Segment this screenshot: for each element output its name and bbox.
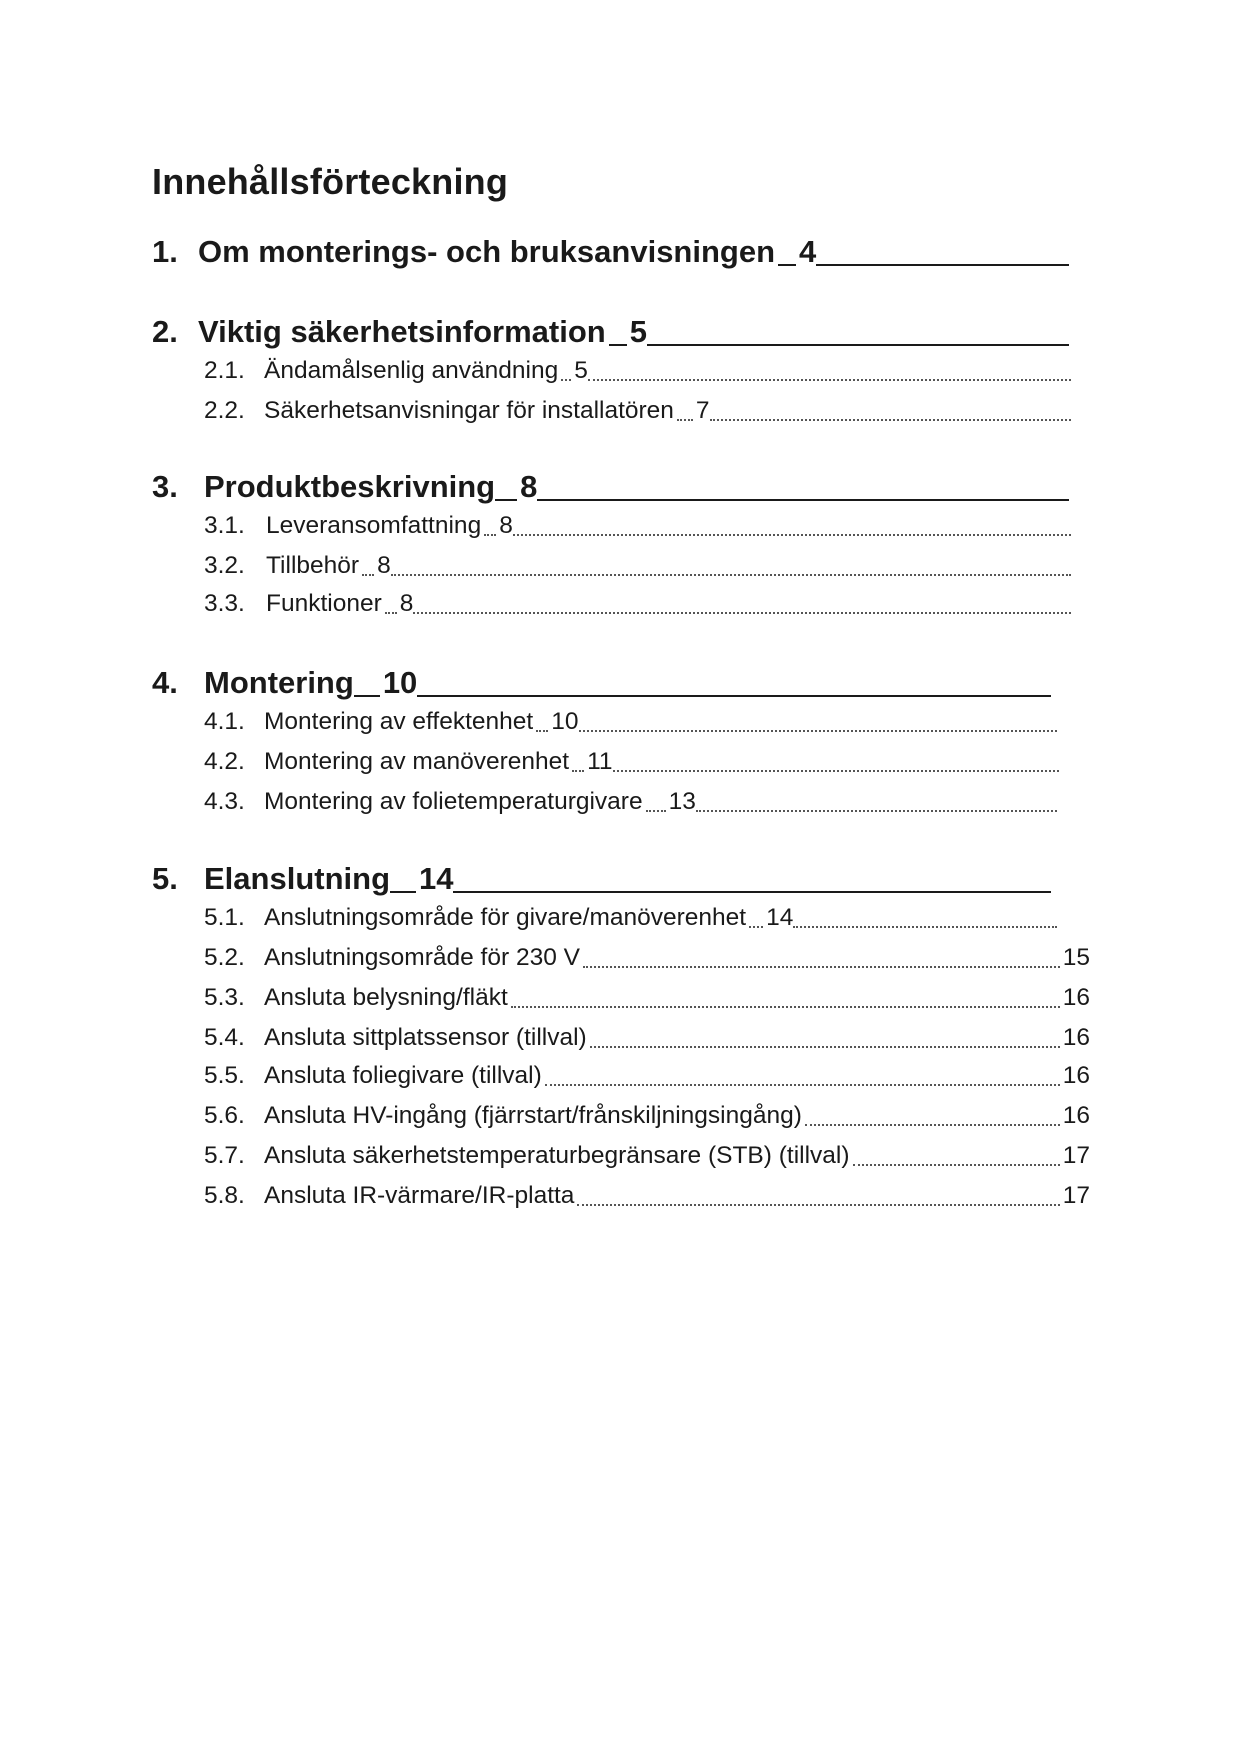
toc-leader-dots xyxy=(853,1164,1060,1166)
toc-page-number: 8 xyxy=(520,469,538,504)
toc-leader-dots xyxy=(579,730,1058,732)
toc-subsection-title: Ansluta IR-värmare/IR-platta xyxy=(264,1182,575,1209)
toc-subsection-3-1[interactable] xyxy=(204,508,1074,540)
toc-subsection-number: 5.8. xyxy=(204,1182,245,1209)
toc-leader-dots xyxy=(710,419,1071,421)
toc-subsection-number: 5.4. xyxy=(204,1024,245,1051)
toc-subsection-number: 5.1. xyxy=(204,904,245,931)
toc-page-number: 17 xyxy=(1062,1142,1090,1169)
toc-leader-dots xyxy=(677,419,693,421)
toc-subsection-number: 5.7. xyxy=(204,1142,245,1169)
toc-leader-line xyxy=(778,264,796,266)
toc-subsection-5-3[interactable] xyxy=(204,980,1090,1012)
toc-subsection-5-7[interactable] xyxy=(204,1138,1090,1170)
toc-section-number: 2. xyxy=(152,314,178,349)
toc-subsection-title: Montering av folietemperaturgivare xyxy=(264,788,643,815)
toc-page-number: 15 xyxy=(1062,944,1090,971)
toc-section-4[interactable] xyxy=(152,659,1054,701)
toc-subsection-title: Anslutningsområde för 230 V xyxy=(264,944,580,971)
toc-section-title: Produktbeskrivning xyxy=(204,469,496,504)
toc-subsection-number: 4.3. xyxy=(204,788,245,815)
toc-leader-line xyxy=(816,264,1069,266)
toc-subsection-5-8[interactable] xyxy=(204,1178,1090,1210)
toc-subsection-title: Funktioner xyxy=(266,590,382,617)
toc-subsection-number: 3.3. xyxy=(204,590,245,617)
toc-leader-dots xyxy=(572,770,584,772)
toc-page-number: 11 xyxy=(587,748,613,775)
toc-subsection-3-3[interactable] xyxy=(204,586,1074,618)
toc-section-number: 5. xyxy=(152,861,178,896)
toc-page-number: 13 xyxy=(668,788,696,815)
toc-section-1[interactable] xyxy=(152,228,1072,270)
toc-leader-dots xyxy=(696,810,1057,812)
toc-subsection-number: 2.1. xyxy=(204,357,245,384)
toc-subsection-title: Ansluta foliegivare (tillval) xyxy=(264,1062,542,1089)
toc-subsection-number: 5.3. xyxy=(204,984,245,1011)
toc-subsection-number: 4.1. xyxy=(204,708,245,735)
toc-subsection-5-6[interactable] xyxy=(204,1098,1090,1130)
toc-subsection-number: 5.6. xyxy=(204,1102,245,1129)
toc-leader-dots xyxy=(646,810,666,812)
toc-subsection-title: Ändamålsenlig användning xyxy=(264,357,559,384)
toc-leader-dots xyxy=(583,966,1060,968)
toc-leader-dots xyxy=(536,730,548,732)
toc-subsection-number: 5.2. xyxy=(204,944,245,971)
toc-section-title: Elanslutning xyxy=(204,861,390,896)
toc-subsection-2-2[interactable] xyxy=(204,393,1074,425)
toc-leader-dots xyxy=(561,379,571,381)
toc-leader-dots xyxy=(513,534,1071,536)
toc-leader-line xyxy=(647,344,1069,346)
toc-leader-line xyxy=(390,891,416,893)
toc-page-number: 4 xyxy=(799,234,817,269)
toc-subsection-number: 5.5. xyxy=(204,1062,245,1089)
toc-leader-line xyxy=(495,499,517,501)
toc-leader-dots xyxy=(588,379,1071,381)
toc-subsection-4-3[interactable] xyxy=(204,784,1060,816)
toc-subsection-number: 4.2. xyxy=(204,748,245,775)
toc-subsection-title: Montering av manöverenhet xyxy=(264,748,570,775)
toc-subsection-title: Ansluta HV-ingång (fjärrstart/frånskiljningsingång) xyxy=(264,1102,802,1129)
toc-page-number: 8 xyxy=(377,552,391,579)
toc-page-number: 14 xyxy=(766,904,794,931)
toc-leader-dots xyxy=(484,534,496,536)
toc-page-number: 17 xyxy=(1062,1182,1090,1209)
toc-subsection-title: Säkerhetsanvisningar för installatören xyxy=(264,397,674,424)
toc-leader-line xyxy=(453,891,1051,893)
toc-subsection-3-2[interactable] xyxy=(204,548,1074,580)
toc-subsection-title: Montering av effektenhet xyxy=(264,708,534,735)
toc-page-number: 8 xyxy=(499,512,513,539)
toc-leader-dots xyxy=(413,612,1071,614)
toc-section-title: Viktig säkerhetsinformation xyxy=(198,314,606,349)
toc-subsection-number: 3.1. xyxy=(204,512,245,539)
toc-subsection-title: Ansluta belysning/fläkt xyxy=(264,984,508,1011)
toc-subsection-title: Leveransomfattning xyxy=(266,512,482,539)
toc-leader-dots xyxy=(511,1006,1060,1008)
toc-leader-dots xyxy=(805,1124,1060,1126)
toc-leader-line xyxy=(609,344,627,346)
toc-subsection-5-4[interactable] xyxy=(204,1020,1090,1052)
toc-leader-dots xyxy=(590,1046,1060,1048)
toc-page-number: 7 xyxy=(695,397,710,424)
toc-section-title: Om monterings- och bruksanvisningen xyxy=(198,234,776,269)
toc-page-number: 16 xyxy=(1062,1024,1090,1051)
toc-page-number: 14 xyxy=(419,861,454,896)
toc-leader-dots xyxy=(362,574,374,576)
toc-section-2[interactable] xyxy=(152,308,1072,350)
toc-section-number: 3. xyxy=(152,469,178,504)
toc-page-number: 5 xyxy=(629,314,647,349)
toc-subsection-title: Ansluta sittplatssensor (tillval) xyxy=(264,1024,587,1051)
toc-leader-dots xyxy=(545,1084,1060,1086)
toc-subsection-number: 2.2. xyxy=(204,397,245,424)
toc-subsection-title: Ansluta säkerhetstemperaturbegränsare (STB) (tillval) xyxy=(264,1142,850,1169)
toc-page-number: 10 xyxy=(382,665,418,700)
toc-section-number: 1. xyxy=(152,234,178,269)
toc-subsection-number: 3.2. xyxy=(204,552,245,579)
toc-leader-line xyxy=(537,499,1069,501)
toc-page-number: 5 xyxy=(574,357,588,384)
toc-page-number: 16 xyxy=(1062,1102,1090,1129)
toc-section-title: Montering xyxy=(204,665,354,700)
toc-section-5[interactable] xyxy=(152,855,1054,897)
toc-subsection-title: Anslutningsområde för givare/manöverenhet xyxy=(264,904,747,931)
toc-subsection-4-2[interactable] xyxy=(204,744,1062,776)
toc-subsection-title: Tillbehör xyxy=(266,552,360,579)
toc-leader-dots xyxy=(385,612,397,614)
toc-page-number: 16 xyxy=(1062,1062,1090,1089)
toc-page-number: 10 xyxy=(551,708,579,735)
toc-subsection-5-2[interactable] xyxy=(204,940,1090,972)
toc-page-number: 16 xyxy=(1062,984,1090,1011)
toc-page-number: 8 xyxy=(399,590,414,617)
toc-subsection-4-1[interactable] xyxy=(204,704,1060,736)
toc-leader-line xyxy=(417,695,1051,697)
toc-leader-line xyxy=(354,695,380,697)
toc-leader-dots xyxy=(793,926,1057,928)
toc-leader-dots xyxy=(613,770,1059,772)
toc-leader-dots xyxy=(391,574,1071,576)
toc-subsection-2-1[interactable] xyxy=(204,353,1074,385)
toc-subsection-5-1[interactable] xyxy=(204,900,1060,932)
toc-leader-dots xyxy=(749,926,763,928)
page-title: Innehållsförteckning xyxy=(152,161,509,202)
toc-subsection-5-5[interactable] xyxy=(204,1058,1090,1090)
toc-section-number: 4. xyxy=(152,665,178,700)
toc-leader-dots xyxy=(577,1204,1059,1206)
toc-section-3[interactable] xyxy=(152,463,1072,505)
